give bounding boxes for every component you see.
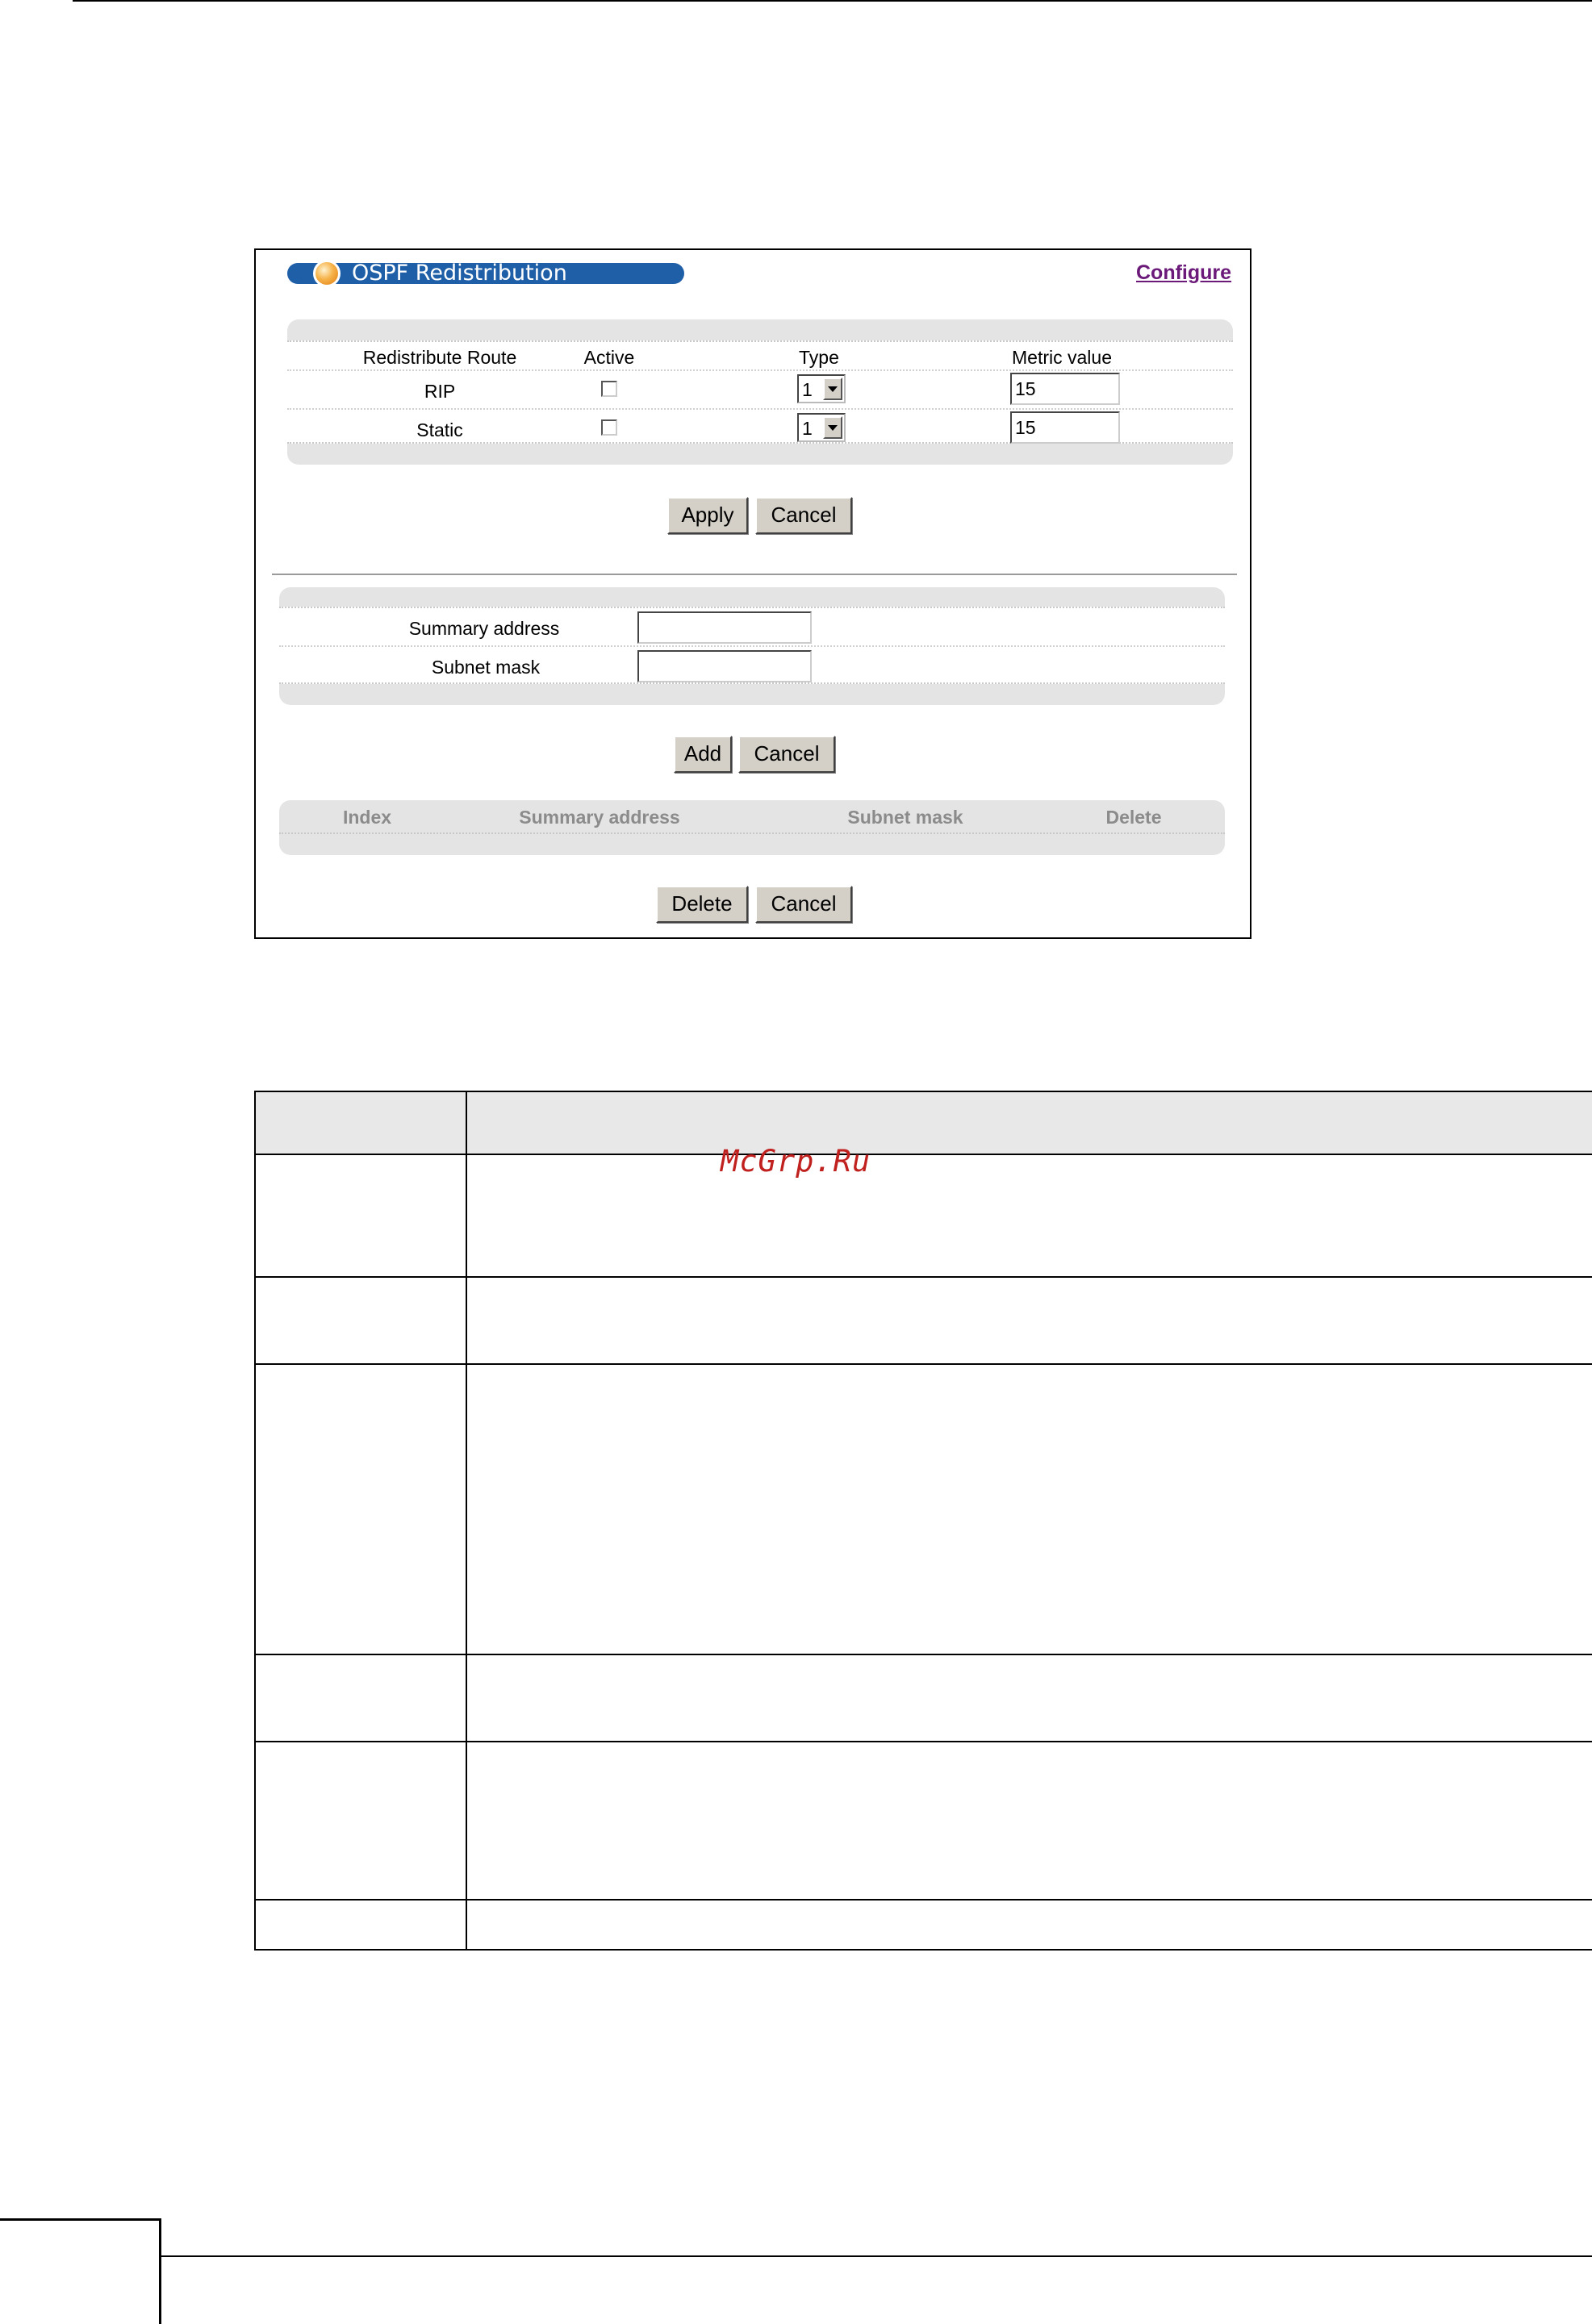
list-header-summary-address: Summary address [519,807,680,828]
description-table-header [256,1092,1592,1154]
chevron-down-icon [823,416,842,439]
summary-address-label: Summary address [408,618,560,639]
static-type-value: 1 [802,418,813,439]
section-divider [272,574,1237,575]
summary-cancel-button[interactable]: Cancel [738,736,835,773]
rip-metric-input[interactable] [1010,373,1120,405]
page-number-box [0,2218,161,2324]
table-row [256,1654,1592,1741]
static-metric-input[interactable] [1010,411,1120,444]
static-active-checkbox[interactable] [601,419,617,436]
summary-list-panel [279,800,1225,855]
list-header-index: Index [342,807,392,828]
summary-form [279,607,1225,684]
col-header-route: Redistribute Route [362,347,517,368]
col-header-type: Type [799,347,839,368]
col-header-metric: Metric value [1012,347,1112,368]
redistribute-panel [287,319,1233,465]
configure-link[interactable]: Configure [1136,261,1232,284]
add-button[interactable]: Add [674,736,732,773]
watermark-text: McGrp.Ru [721,1144,871,1179]
page-title: OSPF Redistribution [352,261,567,286]
bottom-rule [161,2255,1592,2257]
list-cancel-button[interactable]: Cancel [755,886,852,923]
rip-type-value: 1 [802,379,813,400]
table-row [256,1154,1592,1276]
rip-type-select[interactable] [797,374,846,403]
list-header-subnet-mask: Subnet mask [847,807,963,828]
row-separator [287,408,1233,410]
static-type-select[interactable] [797,413,846,442]
row-separator [279,645,1225,647]
row-separator [279,832,1225,834]
subnet-mask-label: Subnet mask [431,657,541,678]
subnet-mask-input[interactable] [637,650,812,682]
col-header-active: Active [583,347,635,368]
table-row [256,1276,1592,1363]
row-separator [287,369,1233,371]
table-row [256,1363,1592,1654]
screenshot-frame [254,248,1251,939]
table-row [256,1899,1592,1949]
rip-active-checkbox[interactable] [601,381,617,397]
redistribute-table [287,340,1233,444]
title-bar [287,263,684,284]
route-label-static: Static [416,419,463,440]
route-label-rip: RIP [424,381,456,402]
delete-button[interactable]: Delete [656,886,748,923]
top-rule [73,0,1592,2]
description-table [254,1091,1592,1951]
list-header-delete: Delete [1105,807,1162,828]
orb-icon [313,260,341,287]
chevron-down-icon [823,378,842,400]
summary-address-input[interactable] [637,611,812,644]
redistribute-cancel-button[interactable]: Cancel [755,497,852,534]
summary-panel [279,587,1225,705]
table-row [256,1741,1592,1899]
apply-button[interactable]: Apply [667,497,748,534]
